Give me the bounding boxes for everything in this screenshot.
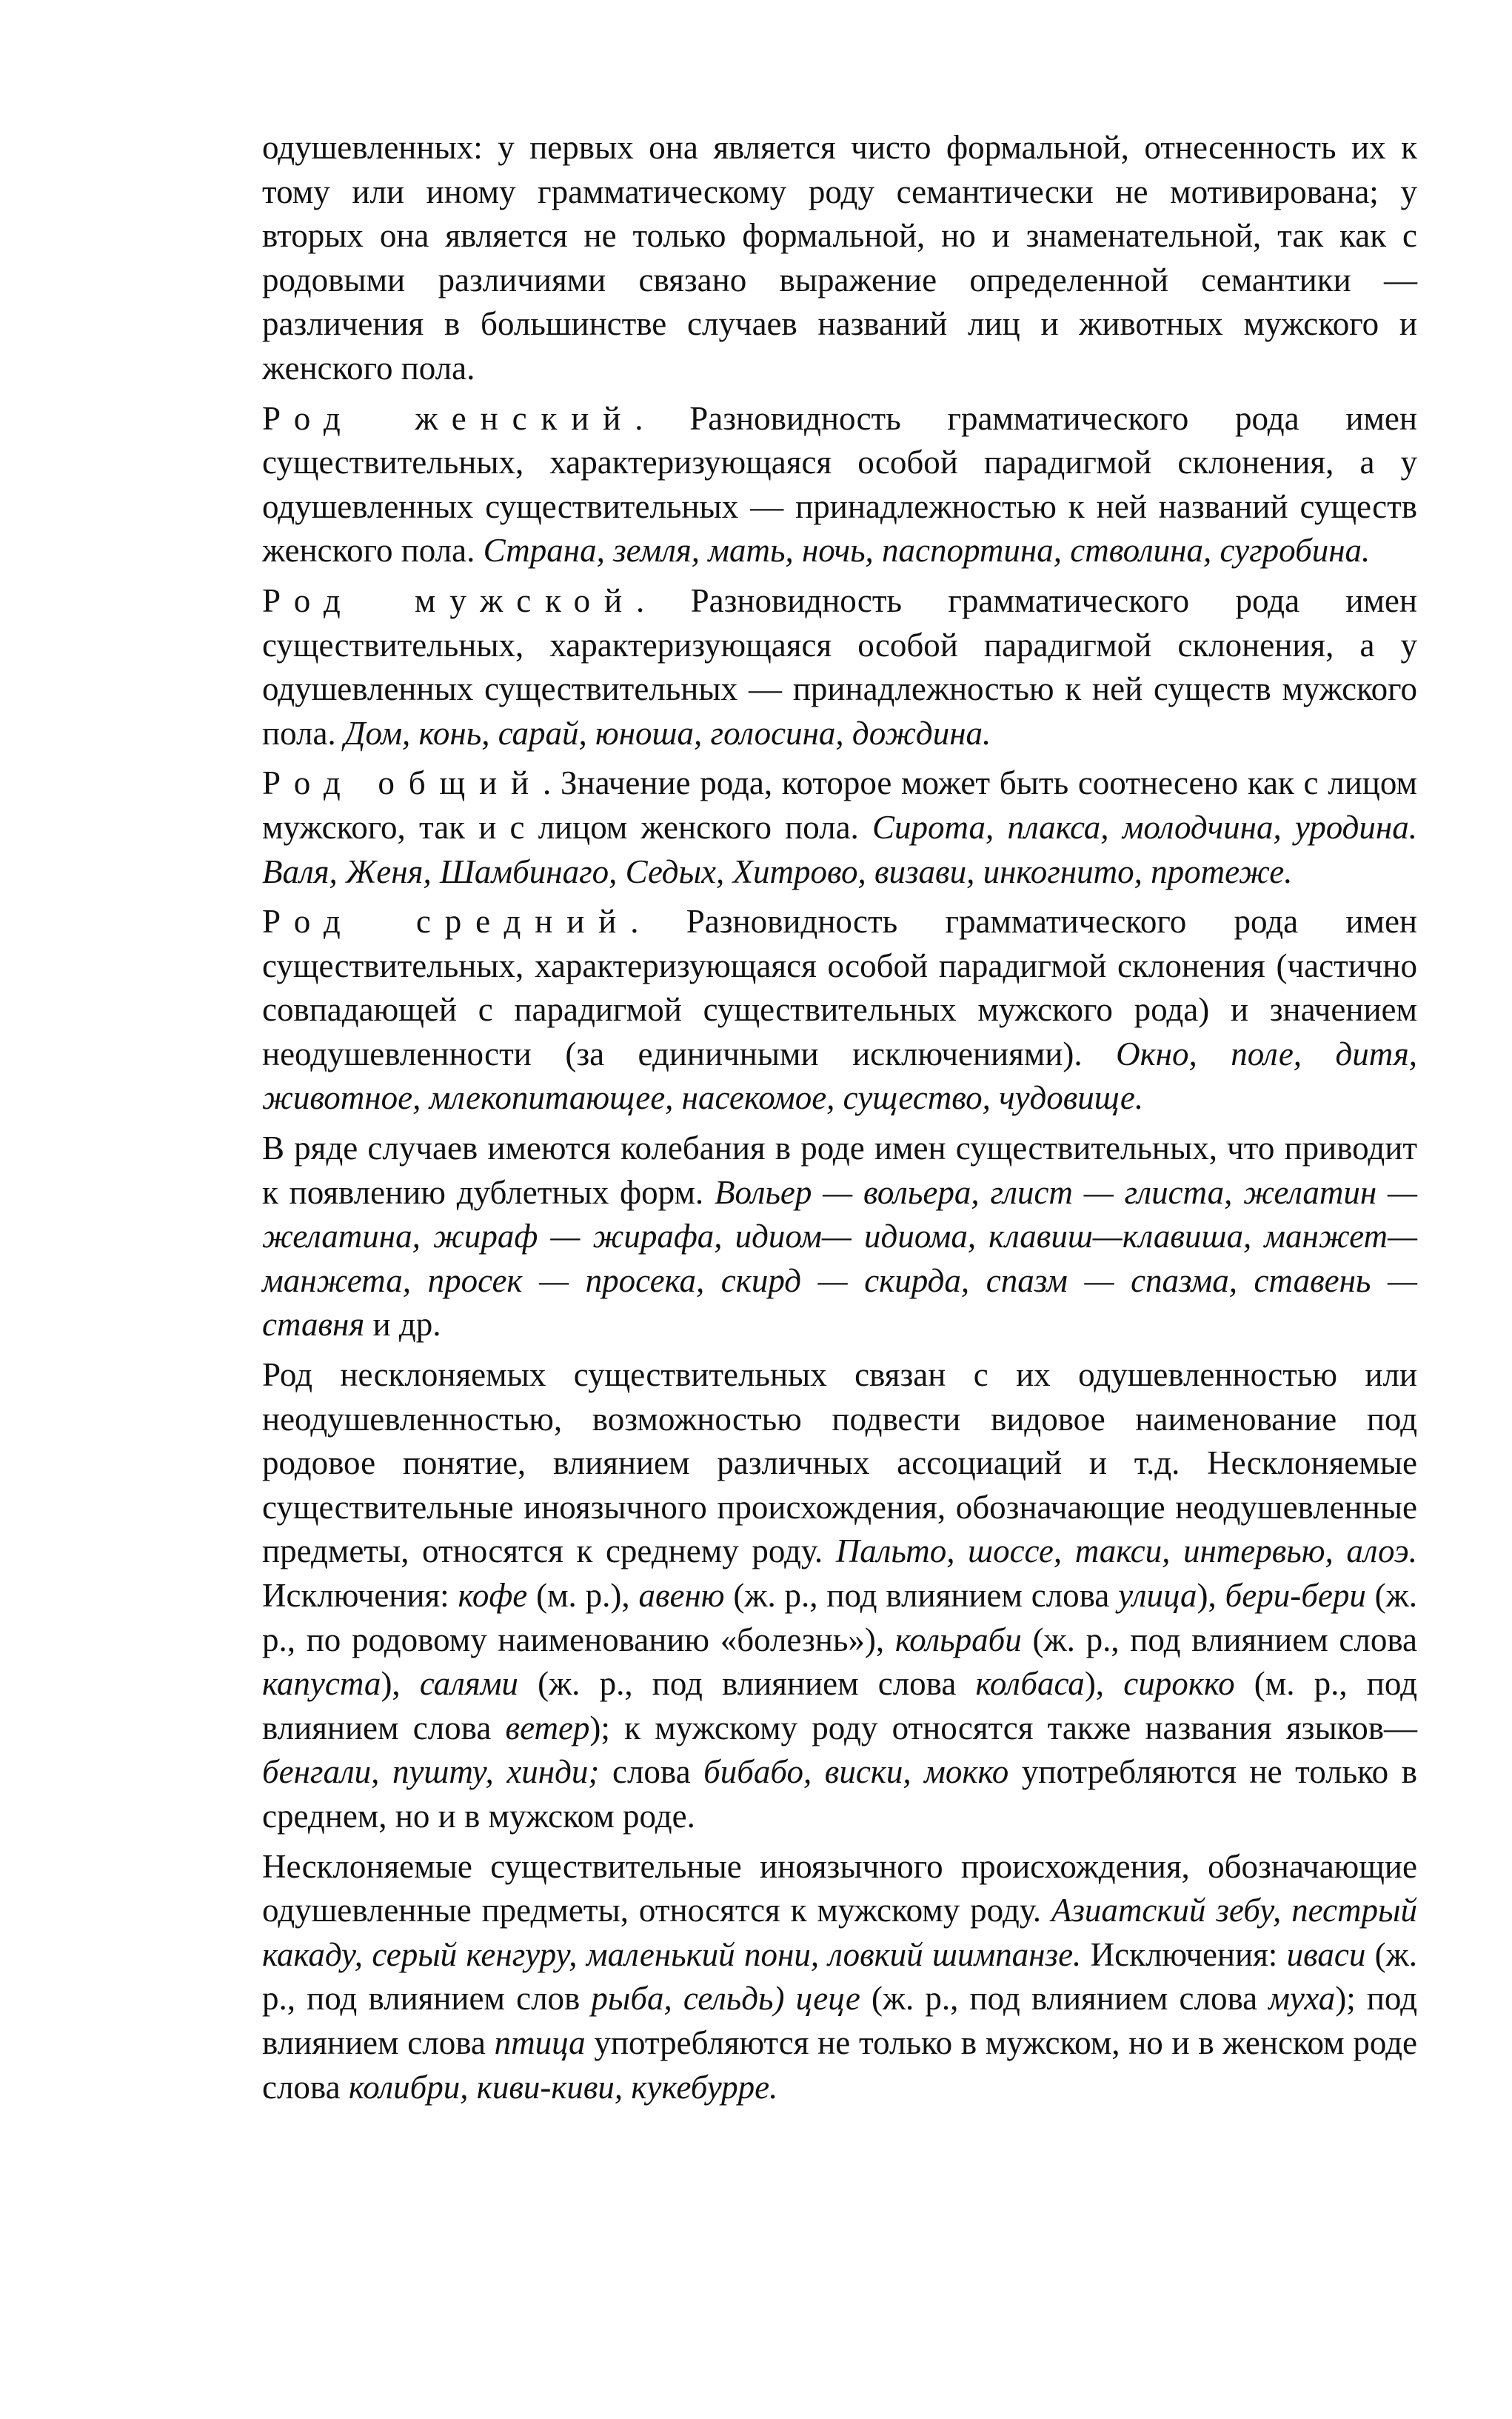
example-text: Азиатский зебу, пестрый какаду, серый кенгуру, маленький пони, ловкий шимпанзе.: [262, 1892, 1417, 1973]
paragraph-intro-continued: [262, 126, 1417, 391]
example-text: иваси: [1286, 1935, 1366, 1973]
body-text: и др.: [364, 1306, 441, 1344]
body-text: (ж. р., под влиянием слова: [518, 1665, 976, 1703]
body-text: (ж. р., по родовому наименованию «болезнь»),: [262, 1577, 1417, 1658]
example-text: кофе: [458, 1577, 528, 1614]
body-text: (ж. р., под влиянием слова: [1021, 1621, 1417, 1658]
paragraph-feminine-gender: [262, 397, 1417, 573]
example-text: капуста: [262, 1665, 381, 1703]
body-text: . Разновидность грамматического рода имен существительных, характеризующаяся особой парадигмой склонения (частично совпадающей с парадигмой существительных мужского рода) и значением неодушевленности (за единичными исключениями).: [262, 903, 1417, 1072]
body-text: (ж. р., под влиянием слова: [860, 1980, 1269, 2018]
page-body: [262, 126, 1417, 2115]
body-text: (ж. р., под влиянием слова: [724, 1577, 1119, 1614]
term-heading: Род средний: [262, 903, 631, 941]
example-text: бибабо, виски, мокко: [703, 1753, 1009, 1791]
example-text: колбаса: [975, 1665, 1085, 1703]
example-text: Страна, земля, мать, ночь, паспортина, стволина, сугробина.: [483, 532, 1371, 570]
example-text: рыба, сельдь) цеце: [591, 1980, 860, 2018]
body-text: В ряде случаев имеются колебания в роде имен существительных, что приводит к появлению дублетных форм.: [262, 1130, 1417, 1211]
body-text: ),: [381, 1665, 420, 1703]
example-text: бери-бери: [1225, 1577, 1366, 1614]
term-heading: Род женский: [262, 399, 635, 437]
example-text: птица: [494, 2023, 586, 2061]
example-text: улица: [1118, 1577, 1197, 1614]
example-text: колибри, киви-киви, кукебурре.: [348, 2068, 778, 2106]
example-text: сирокко: [1123, 1665, 1235, 1703]
example-text: муха: [1268, 1980, 1336, 2018]
term-heading: Род мужской: [262, 581, 637, 619]
example-text: Окно, поле, дитя, животное, млекопитающее, насекомое, существо, чудовище.: [262, 1035, 1417, 1117]
example-text: авеню: [638, 1577, 725, 1614]
example-text: салями: [419, 1665, 518, 1703]
body-text: Исключения:: [1081, 1935, 1287, 1973]
body-text: (ж. р., под влиянием слов: [262, 1935, 1417, 2018]
body-text: ),: [1084, 1665, 1124, 1703]
body-text: . Разновидность грамматического рода имен существительных, характеризующаяся особой парадигмой склонения, а у одушевленных существительных — принадлежностью к ней существ мужского пола.: [262, 581, 1417, 752]
body-text: . Значение рода, которое может быть соотнесено как с лицом мужского, так и с лицом женского пола.: [262, 764, 1417, 846]
paragraph-common-gender: [262, 761, 1417, 894]
body-text: Род несклоняемых существительных связан с их одушевленностью или неодушевленностью, возможностью подвести видовое наименование под родовое понятие, влиянием различных ассоциаций и т.д. Несклоняемые существительные иноязычного происхождения, обозначающие неодушевленные предметы, относятся к среднему роду.: [262, 1356, 1417, 1570]
paragraph-indeclinable-animate: [262, 1845, 1417, 2110]
body-text: употребляются не только в среднем, но и в мужском роде.: [262, 1753, 1418, 1835]
body-text: (м. р.),: [527, 1577, 639, 1614]
example-text: Пальто, шоссе, такси, интервью, алоэ.: [835, 1532, 1418, 1570]
body-text: (м. р., под влиянием слова: [262, 1665, 1417, 1746]
example-text: Сирота, плакса, молодчина, уродина. Валя, Женя, Шамбинаго, Седых, Хитрово, визави, инкогнито, протеже.: [262, 808, 1417, 890]
example-text: бенгали, пушту, хинди;: [262, 1753, 600, 1791]
body-text: Исключения:: [262, 1577, 458, 1614]
example-text: ветер: [505, 1709, 590, 1746]
paragraph-masculine-gender: [262, 579, 1417, 755]
example-text: Дом, конь, сарай, юноша, голосина, дождина.: [344, 714, 991, 752]
example-text: Вольер — вольера, глист — глиста, желатин — желатина, жираф — жирафа, идиом— идиома, клавиш—клавиша, манжет—манжета, просек — просека, скирд — скирда, спазм — спазма, ставень — ставня: [262, 1173, 1418, 1344]
term-heading: Род общий: [262, 764, 543, 802]
body-text: употребляются не только в мужском, но и в женском роде слова: [262, 2023, 1417, 2106]
body-text: ),: [1197, 1577, 1225, 1614]
paragraph-gender-variation: [262, 1127, 1417, 1347]
body-text: одушевленных: у первых она является чисто формальной, отнесенность их к тому или иному грамматическому роду семантически не мотивирована; у вторых она является не только формальной, но и знаменательной, так как с родовыми различиями связано выражение определенной семантики — различения в большинстве случаев названий лиц и животных мужского и женского пола.: [262, 129, 1417, 387]
example-text: кольраби: [894, 1621, 1022, 1658]
body-text: ); к мужскому роду относятся также названия языков—: [589, 1709, 1418, 1746]
body-text: . Разновидность грамматического рода имен существительных, характеризующаяся особой парадигмой склонения, а у одушевленных существительных — принадлежностью к ней названий существ женского пола.: [262, 399, 1417, 570]
body-text: Несклоняемые существительные иноязычного происхождения, обозначающие одушевленные предметы, относятся к мужскому роду.: [262, 1847, 1417, 1929]
body-text: слова: [599, 1753, 704, 1791]
paragraph-neuter-gender: [262, 900, 1417, 1121]
body-text: ); под влиянием слова: [262, 1980, 1418, 2061]
paragraph-indeclinable-inanimate: [262, 1353, 1417, 1839]
